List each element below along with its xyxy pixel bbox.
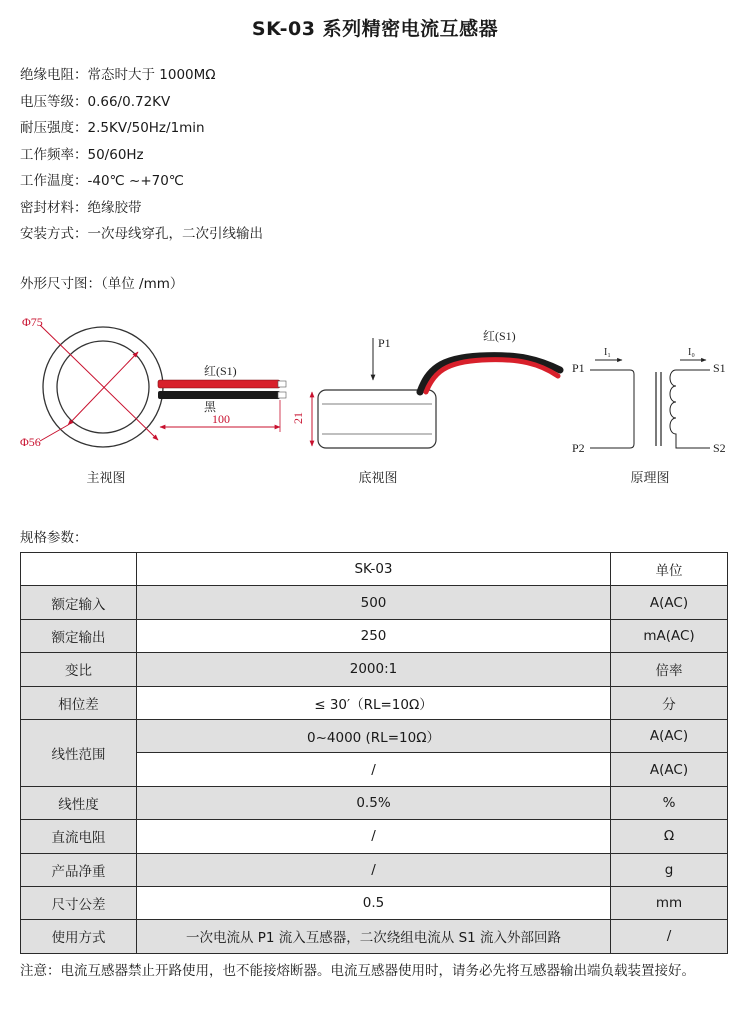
params-title: 规格参数： — [20, 530, 88, 546]
primary-winding — [590, 370, 634, 448]
header-label-cell — [21, 553, 137, 586]
row-label: 产品净重 — [21, 853, 137, 886]
table-row — [21, 653, 728, 686]
row-value: / — [137, 853, 611, 886]
dimension-diagram — [0, 300, 750, 500]
row-unit: Ω — [611, 820, 728, 853]
secondary-winding — [670, 370, 710, 448]
row-value: 0.5 — [137, 886, 611, 919]
row-value: 0.5% — [137, 786, 611, 819]
i1-label: I₁ — [604, 347, 611, 358]
row-label: 相位差 — [21, 686, 137, 719]
table-row — [21, 886, 728, 919]
spec-frequency: 工作频率：50/60Hz — [20, 146, 144, 163]
red-wire-tip — [278, 381, 286, 387]
row-value: 500 — [137, 586, 611, 619]
table-row — [21, 586, 728, 619]
front-view-caption: 主视图 — [86, 470, 126, 485]
header-unit-cell: 单位 — [611, 553, 728, 586]
row-unit: / — [611, 920, 728, 953]
spec-installation: 安装方式：一次母线穿孔，二次引线输出 — [20, 226, 263, 242]
header-model-cell: SK-03 — [137, 553, 611, 586]
outer-dia-label: Φ75 — [22, 315, 43, 329]
row-unit: A(AC) — [611, 719, 728, 752]
row-value: 250 — [137, 619, 611, 652]
row-unit: A(AC) — [611, 753, 728, 786]
warning-note: 注意：电流互感器禁止开路使用，也不能接熔断器。电流互感器使用时，请务必先将互感器输出端负载装置接好。 — [20, 963, 695, 979]
bottom-red-wire-label: 红(S1) — [483, 329, 516, 343]
row-label: 线性范围 — [21, 719, 137, 786]
row-label: 额定输出 — [21, 619, 137, 652]
schem-s2-label: S2 — [713, 441, 726, 455]
row-label: 变比 — [21, 653, 137, 686]
row-unit: % — [611, 786, 728, 819]
row-unit: A(AC) — [611, 586, 728, 619]
table-row — [21, 853, 728, 886]
row-value: 一次电流从 P1 流入互感器，二次绕组电流从 S1 流入外部回路 — [137, 920, 611, 953]
table-row — [21, 719, 728, 752]
schem-p2-label: P2 — [572, 441, 585, 455]
row-label: 线性度 — [21, 786, 137, 819]
row-label: 尺寸公差 — [21, 886, 137, 919]
row-unit: mm — [611, 886, 728, 919]
table-row — [21, 920, 728, 953]
table-row — [21, 820, 728, 853]
schematic — [572, 347, 726, 485]
schem-p1-label: P1 — [572, 361, 585, 375]
spec-table — [20, 552, 728, 954]
bottom-p1-label: P1 — [378, 336, 391, 350]
row-value: / — [137, 820, 611, 853]
row-unit: mA(AC) — [611, 619, 728, 652]
row-unit: 倍率 — [611, 653, 728, 686]
red-wire-label: 红(S1) — [204, 364, 237, 378]
table-row — [21, 686, 728, 719]
row-label: 使用方式 — [21, 920, 137, 953]
red-wire — [158, 380, 280, 388]
table-row — [21, 619, 728, 652]
spec-list — [20, 62, 263, 248]
table-header-row — [21, 553, 728, 586]
row-value: 0~4000 (RL=10Ω） — [137, 719, 611, 752]
black-wire — [158, 391, 280, 399]
row-value: / — [137, 753, 611, 786]
spec-temperature: 工作温度：-40℃ ~+70℃ — [20, 173, 184, 189]
bottom-view-caption: 底视图 — [358, 470, 398, 485]
row-label: 直流电阻 — [21, 820, 137, 853]
spec-withstand-voltage: 耐压强度：2.5KV/50Hz/1min — [20, 120, 205, 136]
bottom-view — [291, 329, 560, 485]
dimension-title: 外形尺寸图：（单位 /mm） — [20, 276, 184, 292]
front-view — [20, 315, 286, 485]
i0-label: I₀ — [688, 347, 695, 358]
row-value: ≤ 30′（RL=10Ω） — [137, 686, 611, 719]
spec-voltage-class: 电压等级：0.66/0.72KV — [20, 93, 171, 110]
inner-dia-label: Φ56 — [20, 435, 41, 449]
table-row — [21, 786, 728, 819]
black-wire-tip — [278, 392, 286, 398]
schematic-caption: 原理图 — [630, 470, 670, 485]
spec-sealing-material: 密封材料：绝缘胶带 — [20, 199, 142, 216]
lead-length-label: 100 — [212, 412, 230, 426]
page-title: SK-03 系列精密电流互感器 — [251, 18, 499, 40]
schem-s1-label: S1 — [713, 361, 726, 375]
row-label: 额定输入 — [21, 586, 137, 619]
row-value: 2000:1 — [137, 653, 611, 686]
row-unit: 分 — [611, 686, 728, 719]
row-unit: g — [611, 853, 728, 886]
spec-insulation-resistance: 绝缘电阻：常态时大于 1000MΩ — [20, 67, 216, 83]
core-body — [318, 390, 436, 448]
black-wire-label: 黑 — [204, 400, 217, 414]
height-label: 21 — [291, 412, 305, 424]
